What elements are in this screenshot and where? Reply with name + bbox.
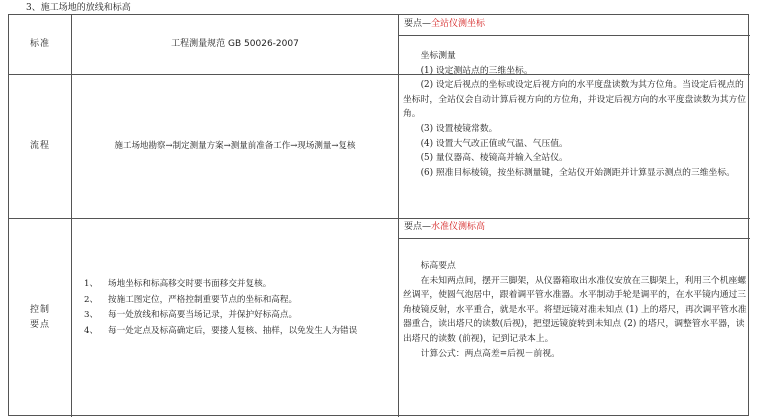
list-number: 2、 <box>84 294 99 305</box>
list-item <box>84 308 390 323</box>
list-text: 每一处放线和标高要当场记录，并保护好标高点。 <box>108 310 298 320</box>
content-table <box>8 14 749 416</box>
list-item <box>84 324 390 339</box>
panel-line: (3) 设置棱镜常数。 <box>420 123 498 134</box>
list-number: 4、 <box>84 325 99 336</box>
row-label-keypoints <box>9 219 71 417</box>
key-title-level <box>404 220 744 238</box>
elevation-panel <box>403 259 747 415</box>
key-highlight: 水准仪测标高 <box>431 222 486 232</box>
key-prefix: 要点— <box>404 222 432 232</box>
list-number: 3、 <box>84 310 99 320</box>
divider <box>398 238 750 239</box>
list-text: 场地坐标和标高移交时要书面移交并复核。 <box>108 279 272 289</box>
key-title-total-station <box>404 17 744 35</box>
divider <box>398 15 399 417</box>
row-label-line: 要点 <box>29 320 50 330</box>
panel-line: (1) 设定测站点的三维坐标。 <box>420 65 533 76</box>
panel-line: (2) 设定后视点的坐标或设定后视方向的水平度盘读数为其方位角。当设定后视点的坐标时，全站仪会自动计算后视方向的方位角，并设定后视方向的水平度盘读数为其方位角。 <box>403 80 747 120</box>
list-number: 1、 <box>84 279 99 289</box>
panel-title: 坐标测量 <box>420 51 456 61</box>
keypoints-list <box>84 277 390 397</box>
coordinate-measurement-panel <box>403 49 747 217</box>
divider <box>9 218 750 219</box>
row-label-line: 控制 <box>29 305 50 315</box>
list-text: 按施工图定位，严格控制重要节点的坐标和高程。 <box>108 294 298 305</box>
list-item <box>84 277 390 292</box>
divider <box>398 35 750 36</box>
panel-body: 在未知两点间，摆开三脚架，从仪器箱取出水准仪安放在三脚架上，利用三个机座螺丝调平，使圆气泡居中，跟着调平管水准器。水平制动手轮是调平的，在水平镜内通过三角棱镜反射，水平重合，就是水平。将望远镜对准未知点 (1) 上的塔尺，再次调平管水准器重合，读出塔尺的读数(后视)，把望远镜旋转到未知点 (2) 的塔尺，调整管水平器，读出塔尺的读数 (前视)，记到记录本上。 <box>403 275 747 344</box>
panel-line: (5) 量仪器高、棱镜高并输入全站仪。 <box>420 153 568 164</box>
key-prefix: 要点— <box>404 19 432 29</box>
panel-line: (6) 照准目标棱镜，按坐标测量键，全站仪开始测距并计算显示测点的三维坐标。 <box>420 167 735 178</box>
standard-reference: 工程测量规范 GB 50026-2007 <box>171 39 299 49</box>
key-highlight: 全站仪测坐标 <box>431 19 486 29</box>
list-text: 每一处定点及标高确定后，要搂人复核、抽样，以免发生人为错误 <box>108 325 358 336</box>
panel-formula: 计算公式：两点高差=后视－前视。 <box>420 348 560 359</box>
row-label-standard: 标准 <box>29 39 50 49</box>
process-flow: 施工场地勘察→制定测量方案→测量前准备工作→现场测量→复核 <box>114 141 356 151</box>
section-heading: 3、施工场地的放线和标高 <box>26 3 131 13</box>
panel-line: (4) 设置大气改正值或气温、气压值。 <box>420 138 568 149</box>
row-label-process: 流程 <box>29 141 50 151</box>
panel-title: 标高要点 <box>420 261 456 271</box>
list-item <box>84 293 390 308</box>
